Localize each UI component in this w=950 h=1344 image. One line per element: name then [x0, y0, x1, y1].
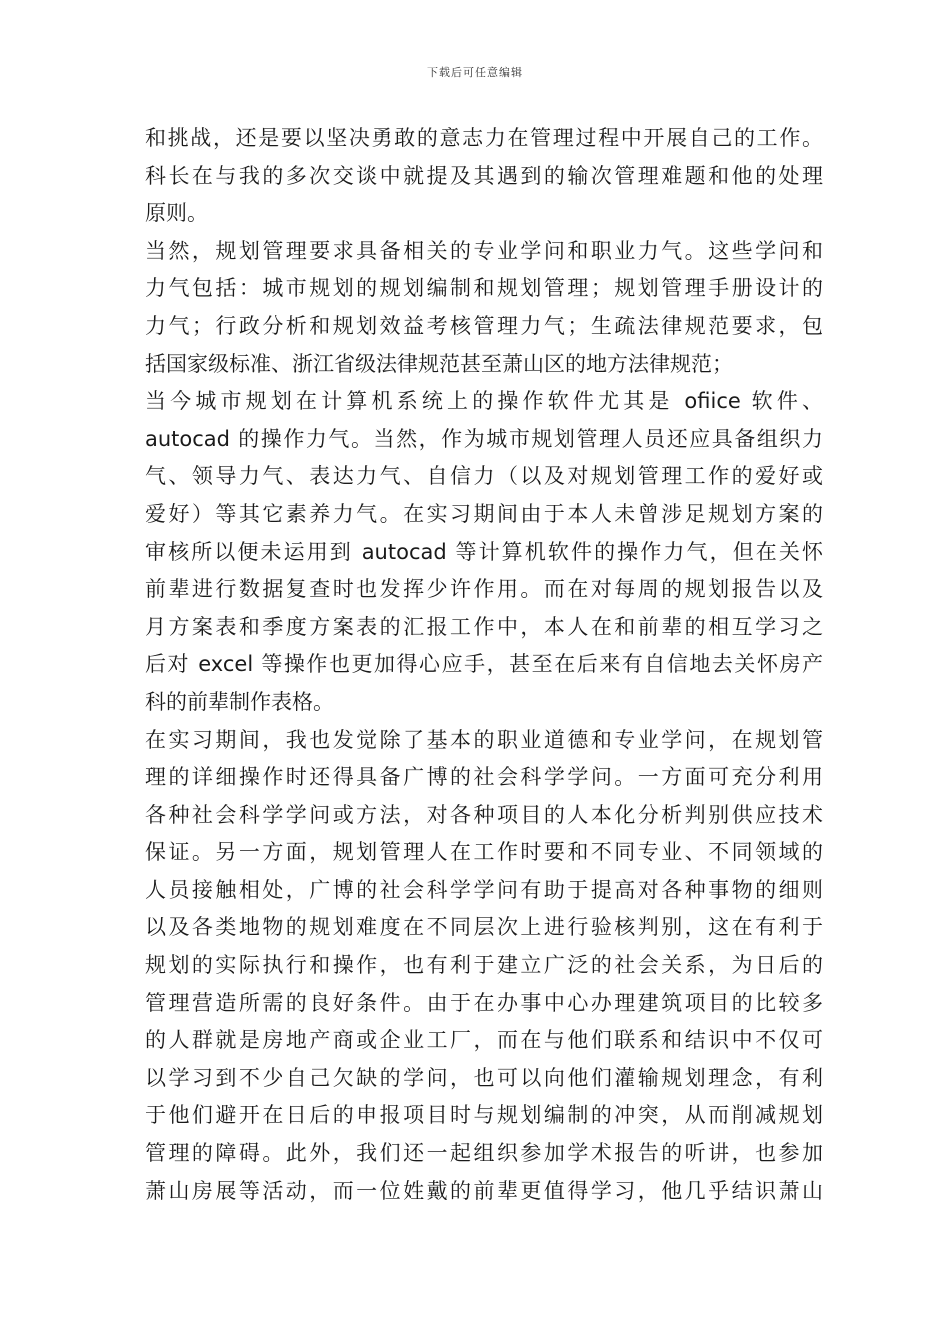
text-line: 和挑战，还是要以坚决勇敢的意志力在管理过程中开展自己的工作。: [145, 126, 823, 150]
text-line: 保证。另一方面，规划管理人在工作时要和不同专业、不同领域的: [145, 840, 823, 865]
text-line: 理的详细操作时还得具备广博的社会科学学问。一方面可充分利用: [145, 765, 823, 790]
text-line: 人员接触相处，广博的社会科学学问有助于提高对各种事物的细则: [145, 877, 823, 902]
text-line: 科长在与我的多次交谈中就提及其遇到的输次管理难题和他的处理: [145, 163, 823, 188]
text-line: 前辈进行数据复查时也发挥少许作用。而在对每周的规划报告以及: [145, 577, 823, 602]
text-line: 于他们避开在日后的申报项目时与规划编制的冲突，从而削减规划: [145, 1103, 823, 1128]
text-line: 科的前辈制作表格。: [145, 689, 334, 714]
text-line: 管理的障碍。此外，我们还一起组织参加学术报告的听讲，也参加: [145, 1141, 823, 1166]
text-line: 原则。: [145, 201, 208, 226]
text-line: 括国家级标准、浙江省级法律规范甚至萧山区的地方法律规范；: [145, 351, 733, 376]
text-line: 管理营造所需的良好条件。由于在办事中心办理建筑项目的比较多: [145, 990, 823, 1015]
text-line: 规划的实际执行和操作，也有利于建立广泛的社会关系，为日后的: [145, 953, 823, 978]
text-line: 在实习期间，我也发觉除了基本的职业道德和专业学问，在规划管: [145, 727, 823, 752]
text-line: 各种社会科学学问或方法，对各种项目的人本化分析判别供应技术: [145, 802, 823, 827]
page-header: 下载后可任意编辑: [427, 66, 523, 79]
text-line: 月方案表和季度方案表的汇报工作中，本人在和前辈的相互学习之: [145, 614, 823, 639]
body-text: [145, 120, 823, 1210]
text-line: 以及各类地物的规划难度在不同层次上进行验核判别，这在有利于: [145, 915, 823, 940]
text-line: 当今城市规划在计算机系统上的操作软件尤其是 ofiice 软件、: [145, 389, 823, 414]
text-line: 后对 excel 等操作也更加得心应手，甚至在后来有自信地去关怀房产: [145, 652, 823, 677]
text-line: autocad 的操作力气。当然，作为城市规划管理人员还应具备组织力: [145, 426, 823, 451]
text-line: 萧山房展等活动，而一位姓戴的前辈更值得学习，他几乎结识萧山: [145, 1178, 823, 1203]
text-line: 当然，规划管理要求具备相关的专业学问和职业力气。这些学问和: [145, 238, 823, 263]
text-line: 力气；行政分析和规划效益考核管理力气；生疏法律规范要求，包: [145, 313, 823, 338]
text-line: 气、领导力气、表达力气、自信力（以及对规划管理工作的爱好或: [145, 464, 823, 489]
text-line: 的人群就是房地产商或企业工厂，而在与他们联系和结识中不仅可: [145, 1028, 823, 1053]
text-line: 力气包括：城市规划的规划编制和规划管理；规划管理手册设计的: [145, 276, 823, 301]
text-line: 审核所以便未运用到 autocad 等计算机软件的操作力气，但在关怀: [145, 539, 823, 564]
text-line: 以学习到不少自己欠缺的学问，也可以向他们灌输规划理念，有利: [145, 1065, 823, 1090]
text-line: 爱好）等其它素养力气。在实习期间由于本人未曾涉足规划方案的: [145, 501, 823, 526]
